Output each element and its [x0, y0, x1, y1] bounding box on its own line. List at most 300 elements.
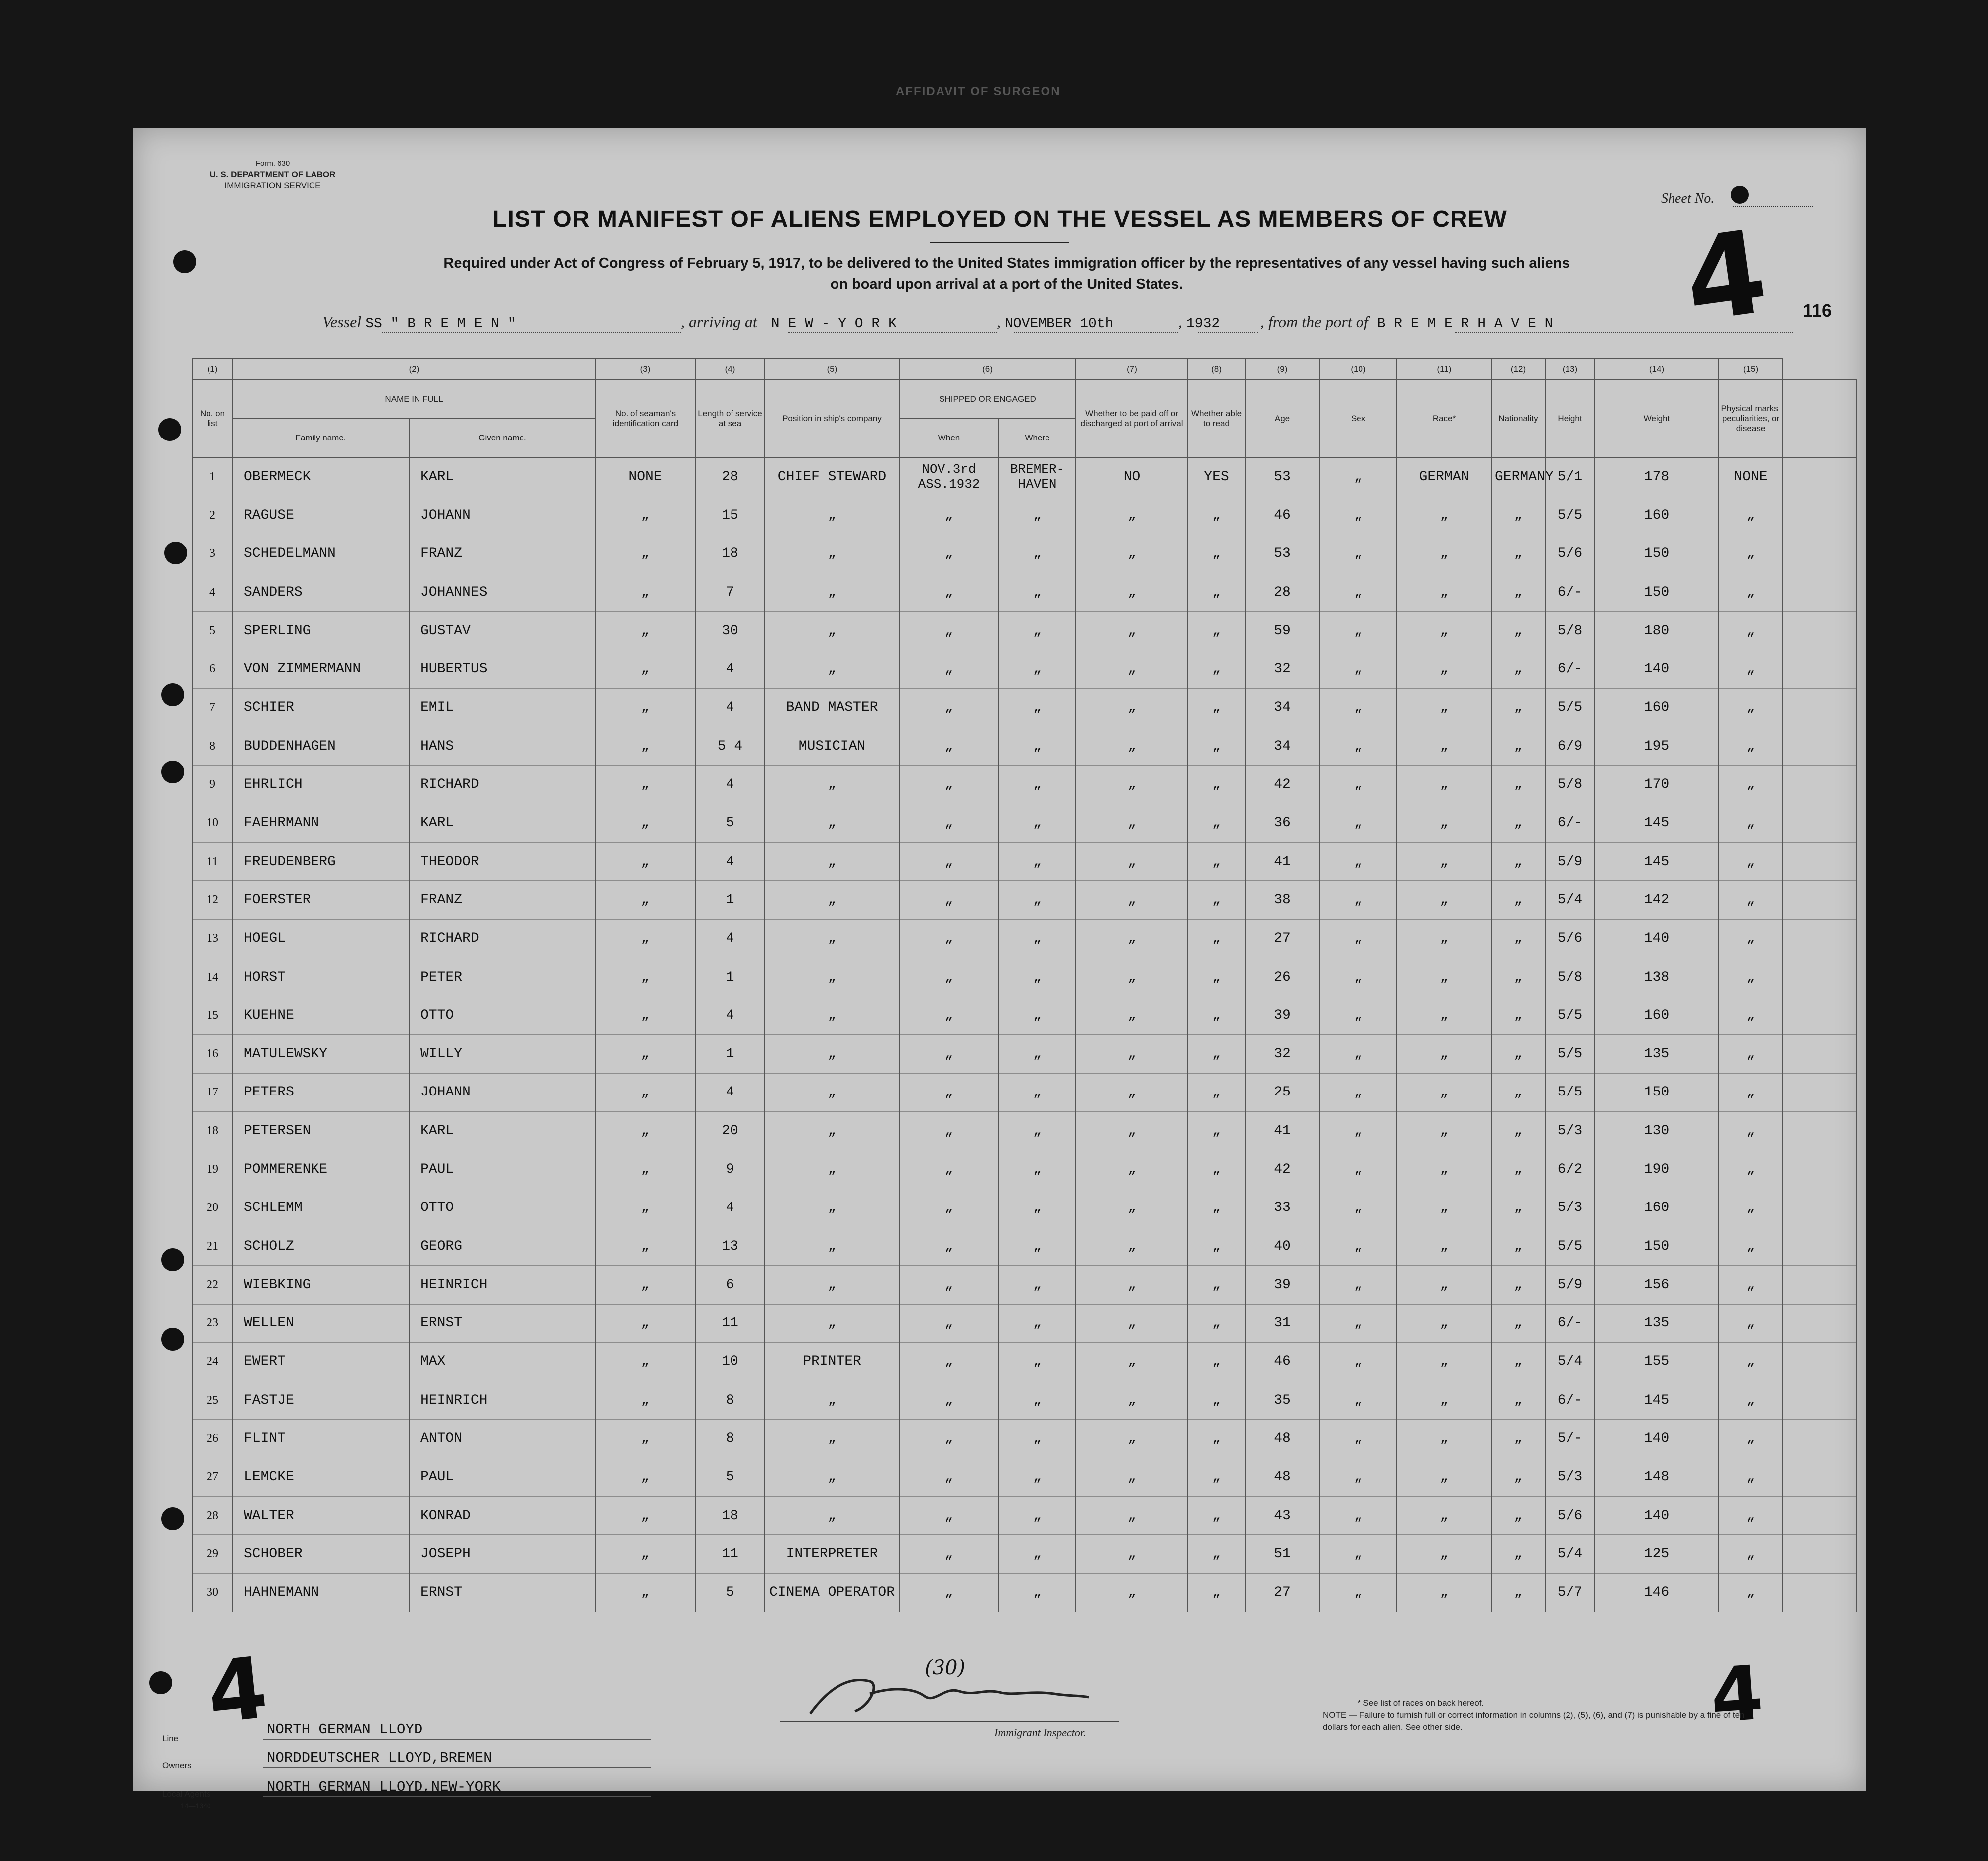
cell-read: „: [1188, 1073, 1245, 1111]
cell-no: 7: [193, 688, 232, 727]
cell-paid: „: [1076, 612, 1188, 650]
cell-paid: „: [1076, 1573, 1188, 1612]
cell-service: 5 4: [695, 727, 765, 766]
cell-card: „: [596, 919, 695, 958]
cell-blank: [1783, 1150, 1857, 1189]
page-title: LIST OR MANIFEST OF ALIENS EMPLOYED ON THE VESSEL AS MEMBERS OF CREW: [492, 206, 1507, 232]
cell-blank: [1783, 1189, 1857, 1227]
cell-given: KARL: [409, 804, 596, 842]
cell-when: „: [899, 842, 999, 880]
cell-where: „: [999, 612, 1076, 650]
col-10-number: (10): [1320, 359, 1397, 380]
cell-card: „: [596, 535, 695, 573]
cell-position: „: [765, 804, 899, 842]
cell-paid: „: [1076, 958, 1188, 996]
cell-card: „: [596, 1458, 695, 1496]
col-13-number: (13): [1545, 359, 1595, 380]
cell-family: FASTJE: [232, 1381, 409, 1420]
handwritten-number-right: 4: [1708, 1649, 1766, 1740]
cell-given: GUSTAV: [409, 612, 596, 650]
cell-marks: „: [1718, 727, 1783, 766]
cell-sex: „: [1320, 688, 1397, 727]
cell-marks: „: [1718, 1458, 1783, 1496]
cell-nationality: „: [1491, 766, 1545, 804]
cell-weight: 148: [1595, 1458, 1718, 1496]
subtitle-line-1: Required under Act of Congress of February 5, 1917, to be delivered to the United States immigration officer by the representatives of any vessel having such aliens: [443, 255, 1570, 271]
arrival-port: N E W - Y O R K: [771, 316, 897, 331]
col-age: Age: [1245, 380, 1320, 457]
cell-weight: 145: [1595, 842, 1718, 880]
year-segment: [1178, 313, 1220, 332]
table-row: [193, 1420, 1857, 1458]
cell-nationality: „: [1491, 1573, 1545, 1612]
owners-rule: [263, 1767, 651, 1768]
cell-height: 6/2: [1545, 1150, 1595, 1189]
cell-marks: NONE: [1718, 457, 1783, 496]
cell-when: „: [899, 1227, 999, 1265]
cell-family: SCHOBER: [232, 1535, 409, 1573]
cell-weight: 150: [1595, 573, 1718, 611]
cell-blank: [1783, 1573, 1857, 1612]
cell-no: 30: [193, 1573, 232, 1612]
arrival-year: 1932: [1186, 316, 1220, 331]
cell-marks: „: [1718, 1189, 1783, 1227]
cell-paid: „: [1076, 1189, 1188, 1227]
cell-read: „: [1188, 535, 1245, 573]
cell-height: 5/8: [1545, 766, 1595, 804]
from-segment: [1260, 313, 1553, 332]
cell-where: „: [999, 1266, 1076, 1304]
cell-no: 18: [193, 1112, 232, 1150]
table-row: [193, 1189, 1857, 1227]
cell-race: „: [1397, 1381, 1491, 1420]
cell-card: „: [596, 1189, 695, 1227]
cell-card: NONE: [596, 457, 695, 496]
cell-no: 8: [193, 727, 232, 766]
cell-blank: [1783, 842, 1857, 880]
cell-when: „: [899, 1535, 999, 1573]
cell-card: „: [596, 650, 695, 688]
cell-position: „: [765, 1304, 899, 1342]
cell-height: 6/-: [1545, 1381, 1595, 1420]
vessel-label: Vessel: [322, 313, 362, 330]
cell-nationality: „: [1491, 1189, 1545, 1227]
cell-no: 22: [193, 1266, 232, 1304]
cell-weight: 145: [1595, 804, 1718, 842]
cell-given: KARL: [409, 457, 596, 496]
cell-when: „: [899, 766, 999, 804]
cell-family: SCHEDELMANN: [232, 535, 409, 573]
cell-where: „: [999, 842, 1076, 880]
cell-card: „: [596, 1304, 695, 1342]
cell-age: 46: [1245, 496, 1320, 535]
cell-paid: „: [1076, 1304, 1188, 1342]
note-races: * See list of races on back hereof.: [1358, 1698, 1484, 1708]
cell-service: 1: [695, 1035, 765, 1073]
table-row: [193, 1458, 1857, 1496]
cell-given: GEORG: [409, 1227, 596, 1265]
from-label: , from the port of: [1260, 313, 1368, 330]
cell-no: 14: [193, 958, 232, 996]
table-row: [193, 535, 1857, 573]
cell-marks: „: [1718, 804, 1783, 842]
punch-hole: [1731, 186, 1749, 204]
cell-weight: 138: [1595, 958, 1718, 996]
cell-age: 59: [1245, 612, 1320, 650]
cell-family: POMMERENKE: [232, 1150, 409, 1189]
cell-weight: 125: [1595, 1535, 1718, 1573]
cell-given: JOHANN: [409, 496, 596, 535]
cell-card: „: [596, 1381, 695, 1420]
cell-no: 25: [193, 1381, 232, 1420]
cell-read: YES: [1188, 457, 1245, 496]
cell-service: 11: [695, 1304, 765, 1342]
cell-paid: „: [1076, 1035, 1188, 1073]
cell-when: „: [899, 727, 999, 766]
cell-height: 6/-: [1545, 1304, 1595, 1342]
table-row: [193, 1381, 1857, 1420]
form-number: Form. 630: [255, 159, 290, 168]
sheet-number-handwritten: 4: [1677, 206, 1775, 348]
cell-family: FOERSTER: [232, 881, 409, 919]
cell-card: „: [596, 1497, 695, 1535]
cell-when: „: [899, 535, 999, 573]
cell-paid: NO: [1076, 457, 1188, 496]
cell-age: 28: [1245, 573, 1320, 611]
cell-age: 48: [1245, 1458, 1320, 1496]
table-row: [193, 881, 1857, 919]
cell-position: „: [765, 1035, 899, 1073]
table-row: [193, 496, 1857, 535]
cell-read: „: [1188, 1304, 1245, 1342]
cell-paid: „: [1076, 1227, 1188, 1265]
cell-position: INTERPRETER: [765, 1535, 899, 1573]
cell-blank: [1783, 1458, 1857, 1496]
col-weight: Weight: [1595, 380, 1718, 457]
cell-no: 21: [193, 1227, 232, 1265]
cell-marks: „: [1718, 1381, 1783, 1420]
cell-read: „: [1188, 727, 1245, 766]
cell-when: „: [899, 804, 999, 842]
cell-sex: „: [1320, 1573, 1397, 1612]
cell-blank: [1783, 1112, 1857, 1150]
cell-age: 26: [1245, 958, 1320, 996]
cell-no: 3: [193, 535, 232, 573]
col-9-number: (9): [1245, 359, 1320, 380]
cell-blank: [1783, 573, 1857, 611]
cell-blank: [1783, 1497, 1857, 1535]
cell-nationality: „: [1491, 1420, 1545, 1458]
cell-marks: „: [1718, 842, 1783, 880]
cell-paid: „: [1076, 919, 1188, 958]
cell-service: 8: [695, 1420, 765, 1458]
cell-read: „: [1188, 1458, 1245, 1496]
cell-race: „: [1397, 688, 1491, 727]
cell-position: „: [765, 1458, 899, 1496]
cell-when: „: [899, 1573, 999, 1612]
table-row: [193, 1573, 1857, 1612]
cell-position: „: [765, 1420, 899, 1458]
cell-age: 53: [1245, 457, 1320, 496]
cell-given: JOHANN: [409, 1073, 596, 1111]
cell-sex: „: [1320, 457, 1397, 496]
inspector-line: [780, 1721, 1119, 1722]
cell-paid: „: [1076, 688, 1188, 727]
agents-label: Local Agents: [162, 1789, 211, 1799]
cell-read: „: [1188, 1497, 1245, 1535]
cell-height: 5/3: [1545, 1458, 1595, 1496]
cell-service: 8: [695, 1381, 765, 1420]
cell-height: 6/9: [1545, 727, 1595, 766]
cell-nationality: GERMANY: [1491, 457, 1545, 496]
cell-marks: „: [1718, 688, 1783, 727]
col-race: Race*: [1397, 380, 1491, 457]
cell-card: „: [596, 612, 695, 650]
cell-race: „: [1397, 1073, 1491, 1111]
cell-race: „: [1397, 535, 1491, 573]
cell-paid: „: [1076, 1266, 1188, 1304]
cell-read: „: [1188, 1573, 1245, 1612]
cell-read: „: [1188, 1227, 1245, 1265]
cell-given: ERNST: [409, 1573, 596, 1612]
line-value: NORTH GERMAN LLOYD: [267, 1721, 423, 1738]
cell-age: 41: [1245, 1112, 1320, 1150]
arriving-segment: [681, 313, 897, 332]
cell-where: „: [999, 1150, 1076, 1189]
form-code: 14—1340: [181, 1802, 211, 1810]
year-fill-line: [1198, 332, 1258, 333]
cell-service: 10: [695, 1342, 765, 1381]
cell-paid: „: [1076, 535, 1188, 573]
cell-when: „: [899, 1420, 999, 1458]
cell-service: 13: [695, 1227, 765, 1265]
from-fill-line: [1455, 332, 1793, 333]
cell-card: „: [596, 1535, 695, 1573]
cell-no: 12: [193, 881, 232, 919]
col-paid-off: Whether to be paid off or discharged at port of arrival: [1076, 380, 1188, 457]
cell-service: 4: [695, 1189, 765, 1227]
cell-when: „: [899, 1497, 999, 1535]
cell-marks: „: [1718, 1035, 1783, 1073]
cell-where: „: [999, 1189, 1076, 1227]
cell-race: „: [1397, 1420, 1491, 1458]
cell-weight: 170: [1595, 766, 1718, 804]
title-rule: [930, 242, 1069, 243]
cell-sex: „: [1320, 727, 1397, 766]
cell-no: 13: [193, 919, 232, 958]
table-row: [193, 457, 1857, 496]
cell-paid: „: [1076, 1535, 1188, 1573]
cell-family: FREUDENBERG: [232, 842, 409, 880]
cell-age: 42: [1245, 1150, 1320, 1189]
cell-read: „: [1188, 1381, 1245, 1420]
table-row: [193, 727, 1857, 766]
cell-nationality: „: [1491, 650, 1545, 688]
cell-weight: 130: [1595, 1112, 1718, 1150]
cell-blank: [1783, 688, 1857, 727]
punch-hole: [161, 683, 184, 706]
cell-weight: 140: [1595, 919, 1718, 958]
cell-where: „: [999, 1458, 1076, 1496]
cell-sex: „: [1320, 996, 1397, 1035]
crew-rows: [193, 457, 1857, 1612]
cell-marks: „: [1718, 1150, 1783, 1189]
cell-no: 26: [193, 1420, 232, 1458]
cell-given: HEINRICH: [409, 1266, 596, 1304]
cell-weight: 190: [1595, 1150, 1718, 1189]
cell-race: „: [1397, 1535, 1491, 1573]
cell-when: „: [899, 1381, 999, 1420]
cell-card: „: [596, 1266, 695, 1304]
cell-height: 6/-: [1545, 650, 1595, 688]
cell-race: „: [1397, 842, 1491, 880]
cell-age: 32: [1245, 650, 1320, 688]
cell-read: „: [1188, 1266, 1245, 1304]
cell-no: 24: [193, 1342, 232, 1381]
cell-marks: „: [1718, 919, 1783, 958]
cell-card: „: [596, 766, 695, 804]
cell-weight: 135: [1595, 1304, 1718, 1342]
cell-given: ERNST: [409, 1304, 596, 1342]
cell-paid: „: [1076, 804, 1188, 842]
cell-age: 46: [1245, 1342, 1320, 1381]
cell-sex: „: [1320, 1458, 1397, 1496]
cell-blank: [1783, 1227, 1857, 1265]
cell-card: „: [596, 1342, 695, 1381]
col-given-name: Given name.: [409, 419, 596, 457]
col-3-number: (3): [596, 359, 695, 380]
cell-paid: „: [1076, 1381, 1188, 1420]
col-11-number: (11): [1397, 359, 1491, 380]
cell-age: 31: [1245, 1304, 1320, 1342]
owners-value: NORDDEUTSCHER LLOYD,BREMEN: [267, 1750, 492, 1766]
cell-marks: „: [1718, 766, 1783, 804]
cell-race: „: [1397, 766, 1491, 804]
cell-age: 27: [1245, 919, 1320, 958]
cell-card: „: [596, 573, 695, 611]
cell-given: JOSEPH: [409, 1535, 596, 1573]
cell-age: 42: [1245, 766, 1320, 804]
cell-blank: [1783, 612, 1857, 650]
cell-card: „: [596, 1035, 695, 1073]
table-row: [193, 958, 1857, 996]
form-department-block: [188, 158, 357, 191]
cell-card: „: [596, 727, 695, 766]
cell-height: 5/5: [1545, 1035, 1595, 1073]
cell-age: 33: [1245, 1189, 1320, 1227]
cell-given: FRANZ: [409, 535, 596, 573]
service-name: IMMIGRATION SERVICE: [224, 181, 321, 190]
cell-family: FAEHRMANN: [232, 804, 409, 842]
col-4-number: (4): [695, 359, 765, 380]
cell-blank: [1783, 996, 1857, 1035]
cell-marks: „: [1718, 958, 1783, 996]
cell-blank: [1783, 1073, 1857, 1111]
cell-paid: „: [1076, 1150, 1188, 1189]
cell-age: 35: [1245, 1381, 1320, 1420]
cell-position: „: [765, 573, 899, 611]
cell-card: „: [596, 1573, 695, 1612]
cell-family: PETERS: [232, 1073, 409, 1111]
cell-sex: „: [1320, 1189, 1397, 1227]
cell-height: 5/5: [1545, 496, 1595, 535]
cell-read: „: [1188, 1535, 1245, 1573]
cell-sex: „: [1320, 881, 1397, 919]
manifest-sheet: [133, 128, 1866, 1810]
cell-when: „: [899, 1073, 999, 1111]
cell-nationality: „: [1491, 1150, 1545, 1189]
cell-read: „: [1188, 919, 1245, 958]
cell-when: „: [899, 1150, 999, 1189]
cell-family: WIEBKING: [232, 1266, 409, 1304]
cell-where: „: [999, 996, 1076, 1035]
table-row: [193, 1342, 1857, 1381]
subtitle-line-2: on board upon arrival at a port of the United States.: [830, 276, 1183, 292]
cell-read: „: [1188, 612, 1245, 650]
cell-marks: „: [1718, 1535, 1783, 1573]
cell-paid: „: [1076, 996, 1188, 1035]
port-fill-line: [788, 332, 997, 333]
cell-age: 27: [1245, 1573, 1320, 1612]
cell-card: „: [596, 1150, 695, 1189]
cell-blank: [1783, 1035, 1857, 1073]
inspector-signature: [795, 1666, 1094, 1721]
cell-age: 43: [1245, 1497, 1320, 1535]
cell-sex: „: [1320, 766, 1397, 804]
table-row: [193, 1150, 1857, 1189]
cell-weight: 146: [1595, 1573, 1718, 1612]
cell-blank: [1783, 766, 1857, 804]
cell-service: 5: [695, 804, 765, 842]
punch-hole: [161, 761, 184, 783]
cell-given: HANS: [409, 727, 596, 766]
cell-when: „: [899, 650, 999, 688]
cell-service: 20: [695, 1112, 765, 1150]
crew-manifest-table: [192, 358, 1857, 1612]
cell-height: 5/4: [1545, 1342, 1595, 1381]
cell-sex: „: [1320, 1150, 1397, 1189]
cell-when: „: [899, 1304, 999, 1342]
cell-weight: 140: [1595, 650, 1718, 688]
cell-nationality: „: [1491, 919, 1545, 958]
col-id-card: No. of seaman's identification card: [596, 380, 695, 457]
cell-family: LEMCKE: [232, 1458, 409, 1496]
cell-sex: „: [1320, 1304, 1397, 1342]
cell-race: „: [1397, 1266, 1491, 1304]
table-row: [193, 650, 1857, 688]
cell-position: CHIEF STEWARD: [765, 457, 899, 496]
cell-no: 27: [193, 1458, 232, 1496]
cell-position: „: [765, 766, 899, 804]
cell-family: WELLEN: [232, 1304, 409, 1342]
cell-family: MATULEWSKY: [232, 1035, 409, 1073]
cell-nationality: „: [1491, 1342, 1545, 1381]
cell-service: 5: [695, 1573, 765, 1612]
cell-race: „: [1397, 727, 1491, 766]
cell-weight: 160: [1595, 996, 1718, 1035]
cell-no: 6: [193, 650, 232, 688]
cell-sex: „: [1320, 1266, 1397, 1304]
cell-when: „: [899, 573, 999, 611]
cell-read: „: [1188, 804, 1245, 842]
cell-height: 5/-: [1545, 1420, 1595, 1458]
cell-blank: [1783, 1420, 1857, 1458]
cell-race: „: [1397, 919, 1491, 958]
cell-position: „: [765, 958, 899, 996]
cell-service: 6: [695, 1266, 765, 1304]
cell-height: 5/8: [1545, 612, 1595, 650]
owners-label: Owners: [162, 1761, 192, 1770]
